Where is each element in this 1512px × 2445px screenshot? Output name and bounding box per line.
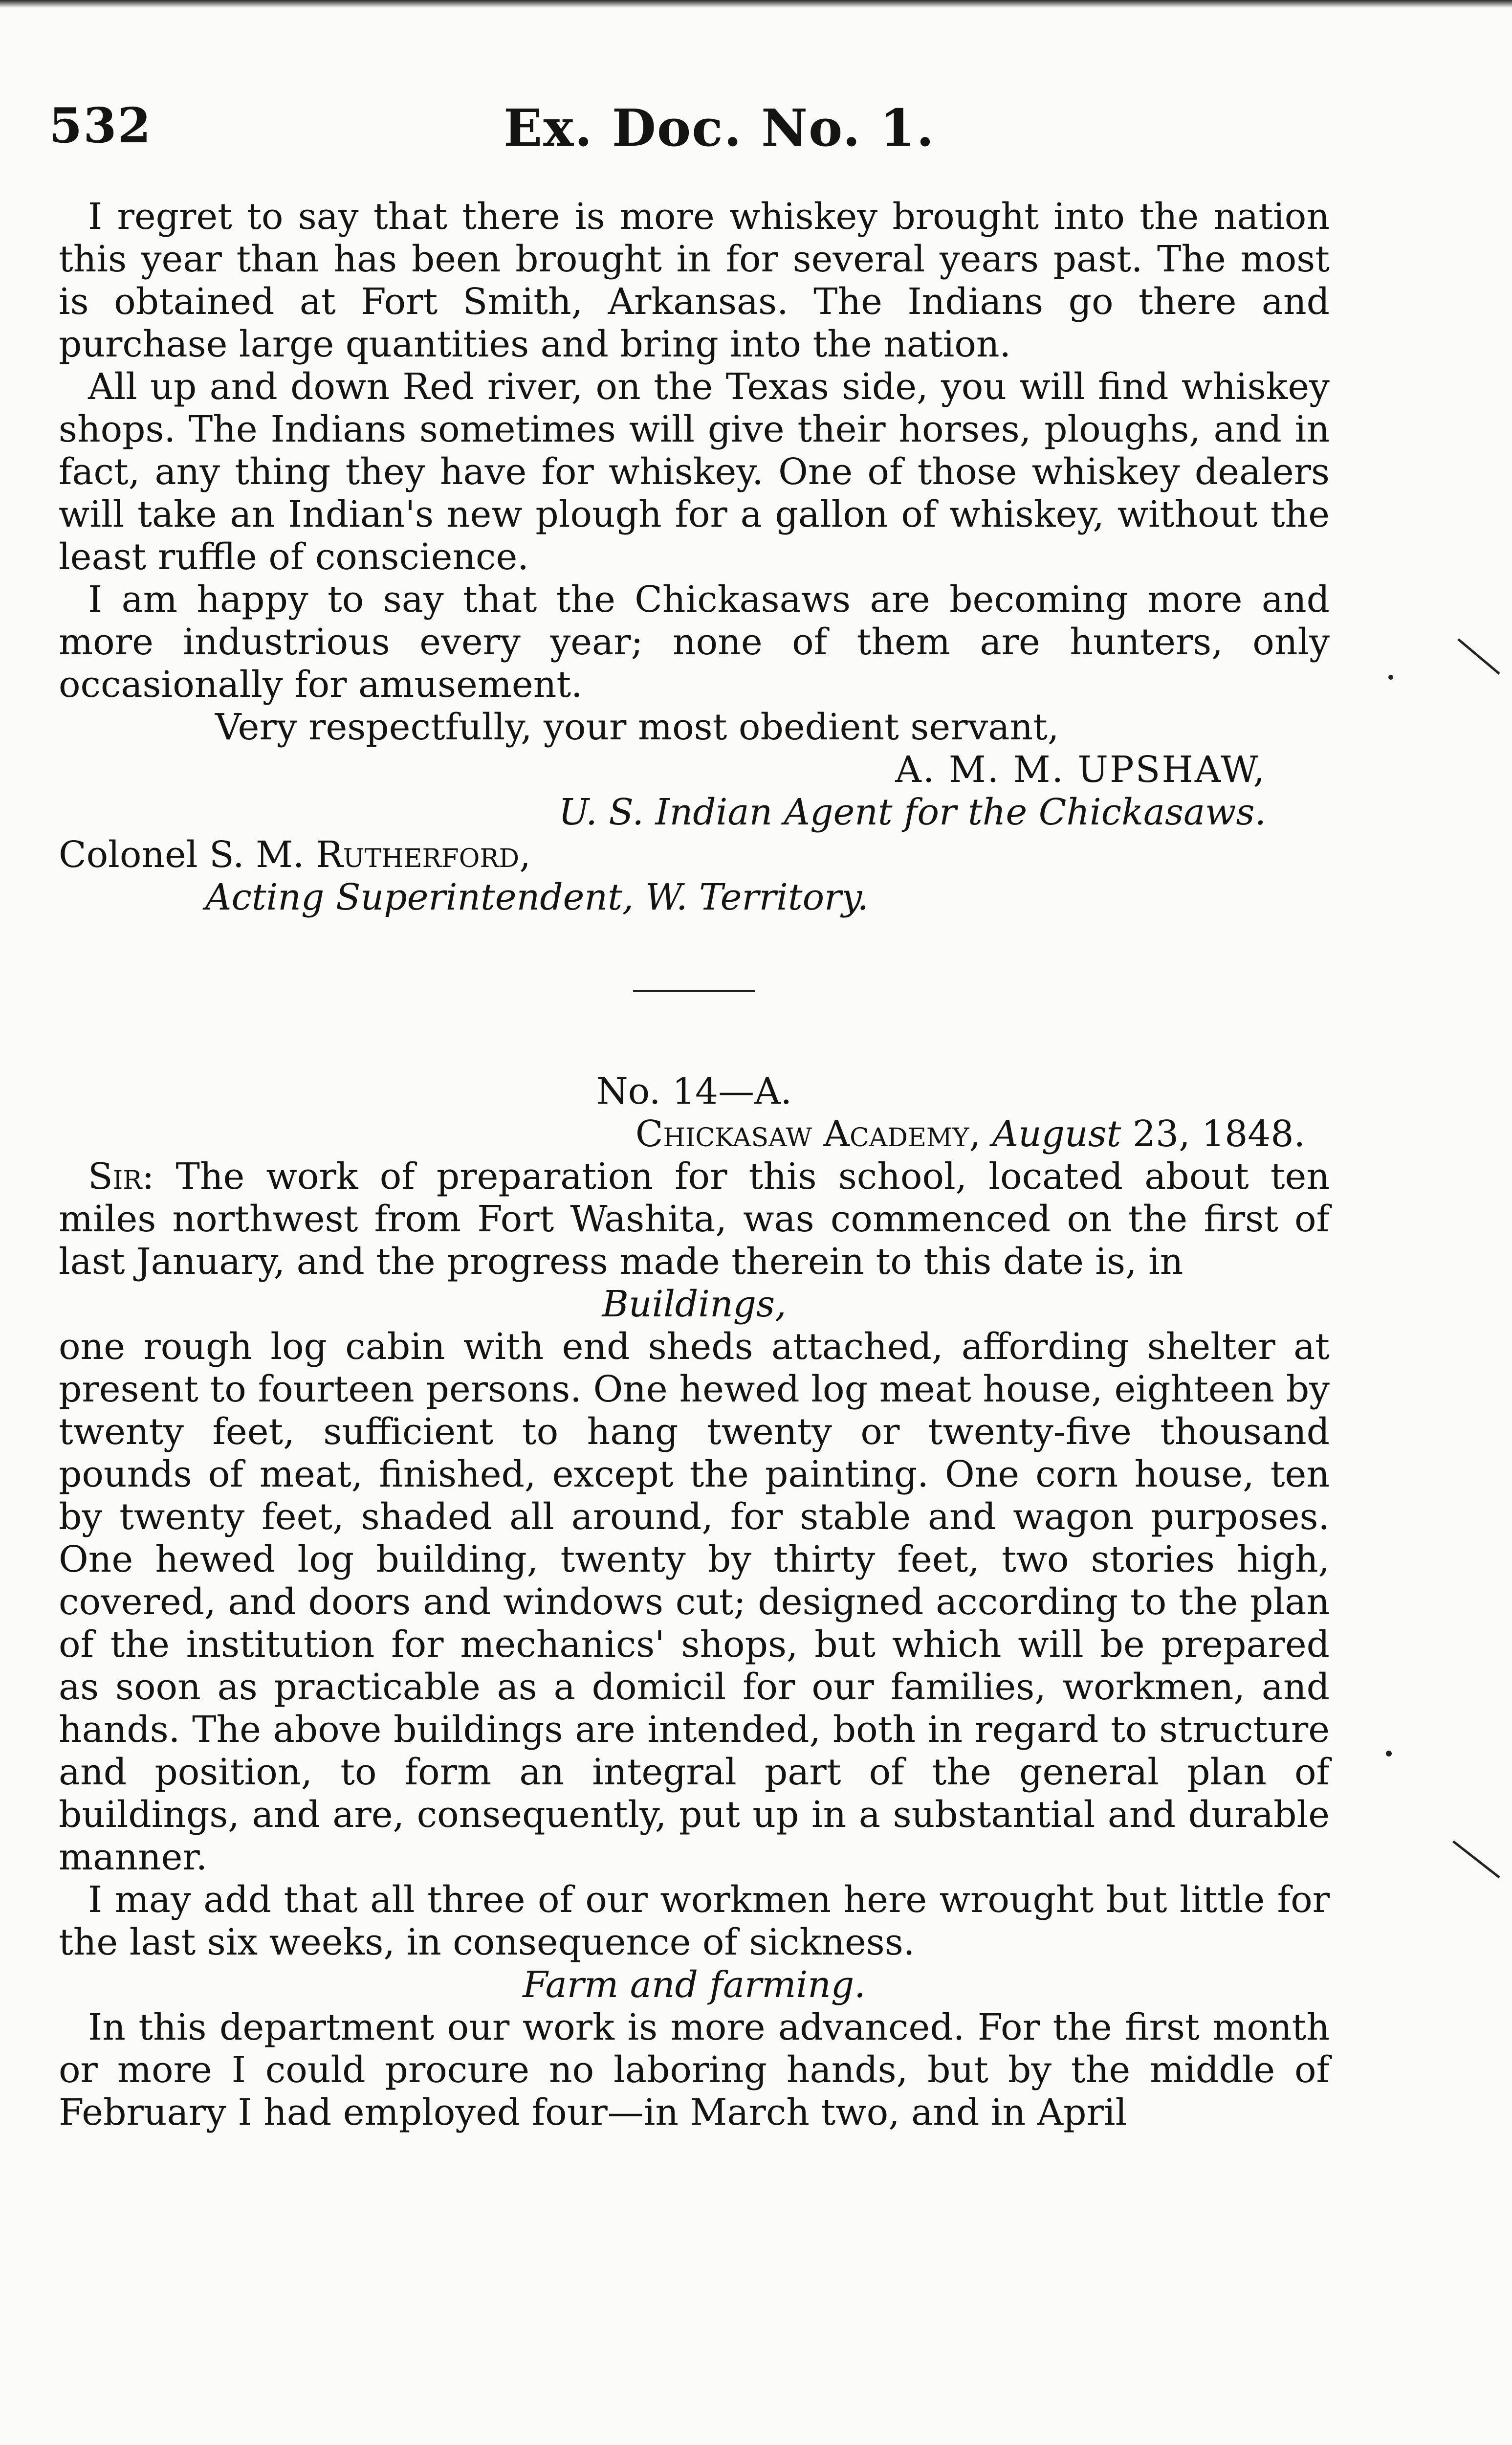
- scan-speck: [1388, 675, 1393, 680]
- letter2-paragraph-2: one rough log cabin with end sheds attached, affording shelter at present to fourteen persons. One hewed log meat house, eighteen by twenty feet, sufficient to hang twenty or twenty-five thousand pounds of meat, finished, except the painting. One corn house, ten by twenty feet, shaded all around, for stable and wagon purposes. One hewed log building, twenty by thirty feet, two stories high, covered, and doors and windows cut; designed according to the plan of the institution for mechanics' shops, but which will be prepared as soon as practicable as a domicil for our families, workmen, and hands. The above buildings are intended, both in regard to structure and position, to form an integral part of the general plan of buildings, and are, consequently, put up in a substantial and durable manner.: [59, 1326, 1330, 1878]
- letter2-dateline: [59, 1113, 1330, 1156]
- scan-scratch: [1457, 638, 1500, 675]
- scan-speck: [1386, 1751, 1392, 1756]
- salutation: Sir:: [88, 1156, 154, 1198]
- section-divider: [633, 990, 755, 992]
- letter2-paragraph-4: In this department our work is more advanced. For the first month or more I could procure no laboring hands, but by the middle of February I had employed four—in March two, and in April: [59, 2006, 1330, 2134]
- dateline-month: August: [992, 1113, 1121, 1155]
- letter1-addressee-name: [59, 834, 1330, 876]
- document-number: No. 14—A.: [596, 1070, 792, 1112]
- letter1-addressee-title: Acting Superintendent, W. Territory.: [205, 876, 869, 918]
- letter1-paragraph-1: I regret to say that there is more whiskey brought into the nation this year than has been brought in for several years past. The most is obtained at Fort Smith, Arkansas. The Indians go there and purchase large quantities and bring into the nation.: [59, 196, 1330, 365]
- letter1-closing: Very respectfully, your most obedient servant,: [215, 706, 1059, 748]
- letter1-signer-title: U. S. Indian Agent for the Chickasaws.: [558, 791, 1266, 833]
- letter2-paragraph-1-text: The work of preparation for this school, located about ten miles northwest from Fort Washita, was commenced on the first of last January, and the progress made therein to this date is, in: [59, 1156, 1330, 1283]
- letter2-paragraph-3: I may add that all three of our workmen here wrought but little for the last six weeks, in consequence of sickness.: [59, 1879, 1330, 1963]
- letter2-paragraph-1: [59, 1156, 1330, 1283]
- running-head: Ex. Doc. No. 1.: [504, 98, 935, 158]
- page-number: 532: [49, 98, 152, 154]
- heading-farm: Farm and farming.: [523, 1964, 866, 2006]
- addressee-surname: Rutherford,: [315, 834, 531, 876]
- letter1-paragraph-2: All up and down Red river, on the Texas side, you will find whiskey shops. The Indians sometimes will give their horses, ploughs, and in fact, any thing they have for whiskey. One of those whiskey dealers will take an Indian's new plough for a gallon of whiskey, without the least ruffle of conscience.: [59, 366, 1330, 578]
- scan-scratch: [1452, 1841, 1500, 1879]
- letter1-paragraph-3: I am happy to say that the Chickasaws are becoming more and more industrious every year; none of them are hunters, only occasionally for amusement.: [59, 578, 1330, 706]
- dateline-date: 23, 1848.: [1132, 1113, 1305, 1155]
- letter1-signature: A. M. M. UPSHAW,: [895, 749, 1266, 791]
- page-header: [49, 98, 1369, 156]
- addressee-name-prefix: Colonel S. M.: [59, 834, 316, 876]
- page-body: [59, 196, 1330, 2134]
- heading-buildings: Buildings,: [602, 1283, 787, 1325]
- dateline-place: Chickasaw Academy,: [635, 1113, 981, 1155]
- scan-edge-top: [0, 0, 1512, 8]
